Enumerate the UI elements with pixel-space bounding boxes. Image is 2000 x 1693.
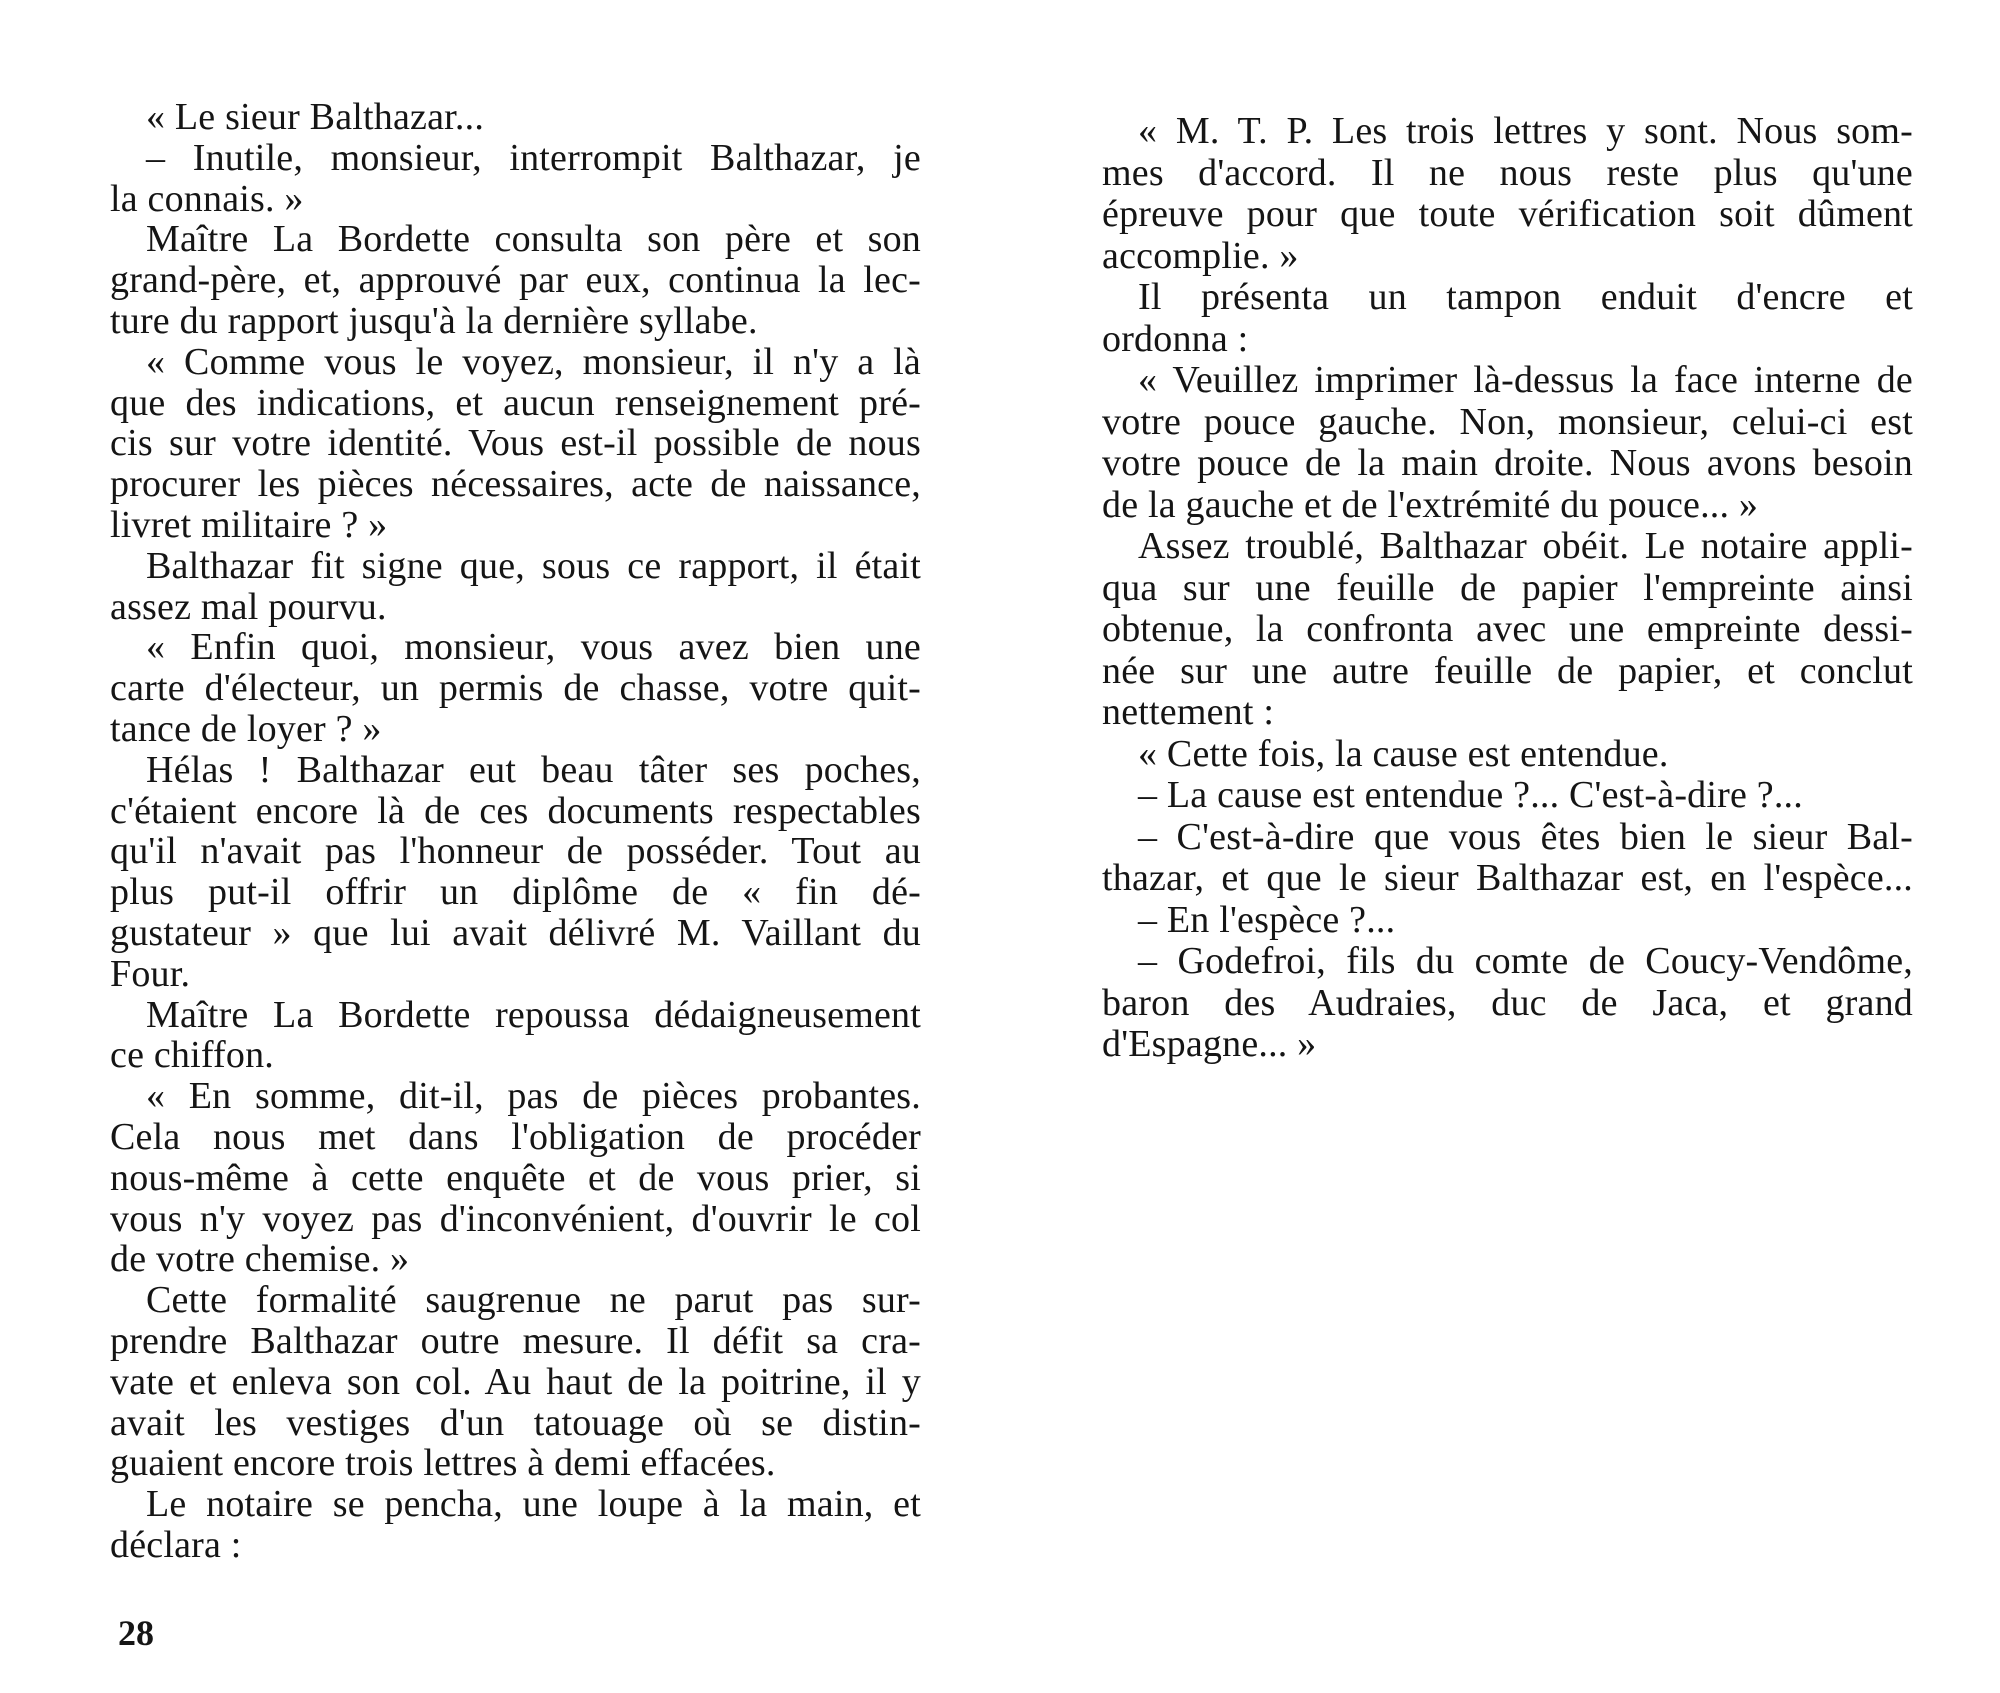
- text-line: nettement :: [1102, 691, 1275, 733]
- text-line: nous-même à cette enquête et de vous prier, si: [110, 1156, 921, 1199]
- text-line: Il présenta un tampon enduit d'encre et: [1138, 276, 1913, 318]
- right-page: [1000, 0, 2000, 1693]
- text-line: ture du rapport jusqu'à la dernière syllabe.: [110, 299, 758, 342]
- text-line: cis sur votre identité. Vous est-il possible de nous: [110, 422, 921, 465]
- text-line: baron des Audraies, duc de Jaca, et grand: [1102, 981, 1913, 1024]
- text-line: carte d'électeur, un permis de chasse, votre quit-: [110, 667, 921, 710]
- text-line: tance de loyer ? »: [110, 707, 382, 750]
- text-line: – La cause est entendue ?... C'est-à-dire ?...: [1138, 774, 1803, 816]
- text-line: Le notaire se pencha, une loupe à la main, et: [146, 1483, 921, 1526]
- text-line: Assez troublé, Balthazar obéit. Le notaire appli-: [1138, 525, 1913, 567]
- text-line: vate et enleva son col. Au haut de la poitrine, il y: [110, 1360, 921, 1403]
- text-line: Hélas ! Balthazar eut beau tâter ses poches,: [146, 748, 921, 791]
- text-line: de votre chemise. »: [110, 1238, 410, 1281]
- text-line: Balthazar fit signe que, sous ce rapport, il était: [146, 544, 921, 587]
- text-line: votre pouce gauche. Non, monsieur, celui-ci est: [1102, 400, 1913, 443]
- text-line: ordonna :: [1102, 317, 1249, 360]
- text-line: ce chiffon.: [110, 1034, 274, 1077]
- text-line: « Veuillez imprimer là-dessus la face interne de: [1138, 359, 1913, 401]
- text-line: déclara :: [110, 1523, 242, 1566]
- text-line: avait les vestiges d'un tatouage où se distin-: [110, 1401, 921, 1444]
- text-line: thazar, et que le sieur Balthazar est, en l'espèce...: [1102, 857, 1913, 899]
- text-line: de la gauche et de l'extrémité du pouce... »: [1102, 483, 1759, 526]
- text-line: accomplie. »: [1102, 234, 1299, 277]
- text-line: mes d'accord. Il ne nous reste plus qu'une: [1102, 151, 1913, 194]
- right-page-text: [1102, 111, 1913, 1066]
- text-line: « Comme vous le voyez, monsieur, il n'y a là: [146, 340, 921, 383]
- text-line: la connais. »: [110, 177, 304, 220]
- text-line: vous n'y voyez pas d'inconvénient, d'ouvrir le col: [110, 1197, 921, 1240]
- text-line: livret militaire ? »: [110, 503, 388, 546]
- text-line: née sur une autre feuille de papier, et conclut: [1102, 649, 1913, 692]
- text-line: « Cette fois, la cause est entendue.: [1138, 732, 1669, 775]
- text-line: plus put-il offrir un diplôme de « fin dé-: [110, 871, 921, 914]
- text-line: d'Espagne... »: [1102, 1023, 1317, 1065]
- text-line: – En l'espèce ?...: [1138, 898, 1396, 941]
- text-line: « En somme, dit-il, pas de pièces probantes.: [146, 1075, 921, 1118]
- text-line: qua sur une feuille de papier l'empreinte ainsi: [1102, 566, 1913, 609]
- text-line: – C'est-à-dire que vous êtes bien le sieur Bal-: [1138, 815, 1913, 858]
- text-line: procurer les pièces nécessaires, acte de naissance,: [110, 463, 921, 506]
- text-line: votre pouce de la main droite. Nous avons besoin: [1102, 442, 1913, 484]
- text-line: « Le sieur Balthazar...: [146, 96, 485, 138]
- text-line: « Enfin quoi, monsieur, vous avez bien une: [146, 626, 921, 669]
- text-line: grand-père, et, approuvé par eux, continua la lec-: [110, 259, 921, 302]
- text-line: guaient encore trois lettres à demi effacées.: [110, 1442, 776, 1485]
- text-line: Maître La Bordette repoussa dédaigneusement: [146, 993, 921, 1036]
- text-line: épreuve pour que toute vérification soit dûment: [1102, 193, 1913, 235]
- text-line: gustateur » que lui avait délivré M. Vaillant du: [110, 911, 921, 954]
- text-line: que des indications, et aucun renseignement pré-: [110, 381, 921, 424]
- text-line: prendre Balthazar outre mesure. Il défit sa cra-: [110, 1319, 921, 1362]
- text-line: Cette formalité saugrenue ne parut pas sur-: [146, 1279, 921, 1322]
- left-page-text: [110, 97, 921, 1566]
- page-number: 28: [118, 1613, 154, 1653]
- text-line: – Inutile, monsieur, interrompit Balthazar, je: [146, 136, 921, 179]
- text-line: Cela nous met dans l'obligation de procéder: [110, 1115, 921, 1158]
- text-line: qu'il n'avait pas l'honneur de posséder. Tout au: [110, 830, 921, 873]
- text-line: assez mal pourvu.: [110, 585, 387, 628]
- text-line: obtenue, la confronta avec une empreinte dessi-: [1102, 608, 1913, 650]
- text-line: « M. T. P. Les trois lettres y sont. Nous som-: [1138, 110, 1913, 152]
- text-line: Maître La Bordette consulta son père et son: [146, 218, 921, 261]
- text-line: Four.: [110, 952, 191, 995]
- text-line: c'étaient encore là de ces documents respectables: [110, 789, 921, 832]
- text-line: – Godefroi, fils du comte de Coucy-Vendôme,: [1138, 940, 1913, 982]
